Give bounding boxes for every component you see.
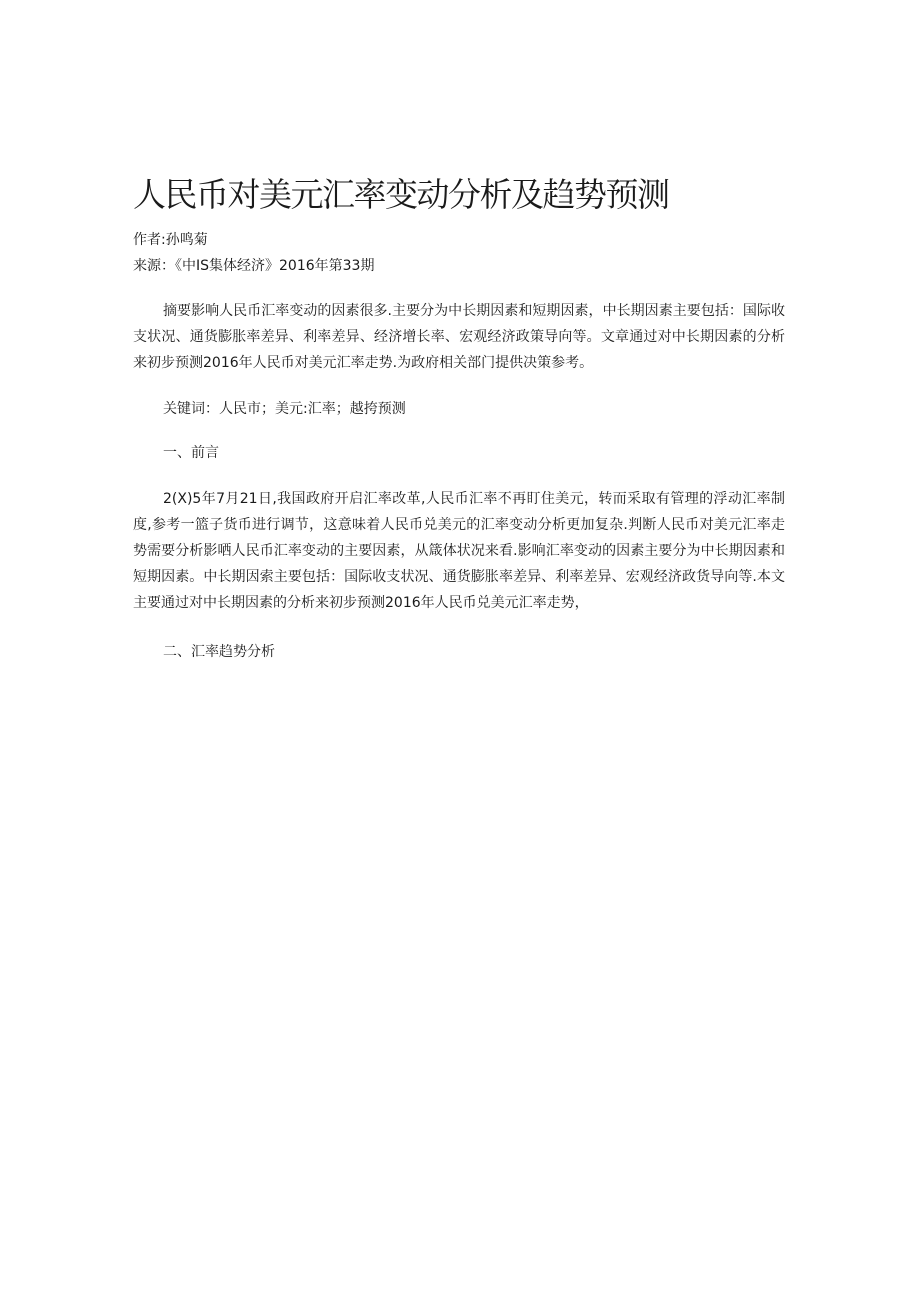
section-heading-introduction: 一、前言 [163,445,219,461]
introduction-paragraph: 2(X)5年7月21日,我国政府开启汇率改革,人民币汇率不再盯住美元，转而采取有管理的浮动汇率制度,参考一篮子货币进行调节，这意味着人民币兑美元的汇率变动分析更加复杂.判断人民币对美元汇率走势需要分析影哂人民币汇率变动的主要因素，从箴体状况来看.影响汇率变动的因素主要分为中长期因素和短期因素。中长期因索主要包括：国际收支状况、通货膨胀率差异、利率差异、宏观经济政货导向等.本文主要通过对中长期因素的分析来初步预测2016年人民币兑美元汇率走势， [133,491,785,611]
source-line: 来源：《中IS集体经济》2016年第33期 [133,258,375,274]
keywords-line: 关键词：人民市；美元:汇率；越挎预测 [163,401,406,417]
author-line: 作者:孙鸣菊 [133,232,208,248]
section-heading-trend-analysis: 二、汇率趋势分析 [163,644,275,660]
article-title: 人民币对美元汇率变动分析及趋势预测 [133,175,669,214]
abstract-paragraph: 摘要影响人民币汇率变动的因素很多.主要分为中长期因素和短期因素，中长期因素主要包括：国际收支状况、通货膨胀率差异、利率差异、经济增长率、宏观经济政策导向等。文章通过对中长期因素的分析来初步预测2016年人民币对美元汇率走势.为政府相关部门提供决策参考。 [133,303,785,371]
